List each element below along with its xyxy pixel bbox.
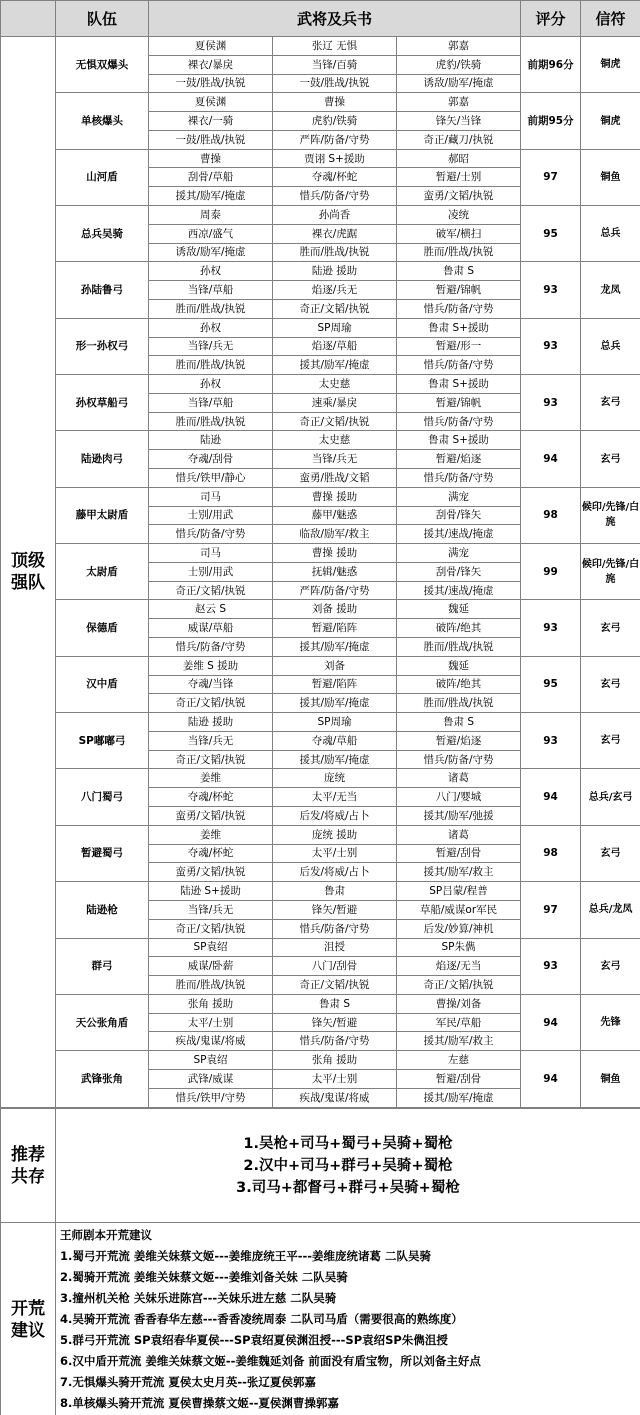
recommend-line-3: 3.司马+都督弓+群弓+吴骑+蜀枪 — [236, 1179, 460, 1196]
tactic-book: 暂避/焰逐 — [397, 731, 521, 750]
general-name: 张角 援助 — [273, 1051, 397, 1070]
team-name: 陆逊肉弓 — [56, 431, 149, 487]
header-blank — [1, 1, 56, 37]
general-name: 陆逊 援助 — [149, 713, 273, 732]
general-name: 夏侯渊 — [149, 93, 273, 112]
general-name: 庞统 — [273, 769, 397, 788]
recommend-section — [0, 1108, 640, 1223]
general-name: 鲁肃 S+援助 — [397, 431, 521, 450]
general-name: 鲁肃 — [273, 882, 397, 901]
team-row — [1, 487, 640, 506]
tactic-book: 刮骨/草船 — [149, 168, 273, 187]
military-book: 援其/励军/掩虚 — [273, 694, 397, 713]
team-score: 97 — [521, 149, 581, 205]
opening-section — [0, 1222, 640, 1415]
team-token: 总兵/龙凤 — [581, 882, 640, 938]
team-score: 93 — [521, 938, 581, 994]
general-name: 贾诩 S+援助 — [273, 149, 397, 168]
team-token: 玄弓 — [581, 713, 640, 769]
opening-line-3: 3.撞州机关枪 关妹乐进陈宫---关妹乐进左慈 二队吴骑 — [60, 1291, 337, 1305]
team-name: 单核爆头 — [56, 93, 149, 149]
military-book: 严阵/防备/守势 — [273, 581, 397, 600]
general-name: 郭嘉 — [397, 37, 521, 56]
general-name: 满宠 — [397, 487, 521, 506]
tactic-book: 速乘/暴戾 — [273, 393, 397, 412]
recommend-body — [56, 1109, 640, 1223]
general-name: 陆逊 S+援助 — [149, 882, 273, 901]
team-name: 藤甲太尉盾 — [56, 487, 149, 543]
team-score: 93 — [521, 318, 581, 374]
tactic-book: 暂避/焰逐 — [397, 450, 521, 469]
tactic-book: 暂避/形一 — [397, 337, 521, 356]
military-book: 临敌/励军/救主 — [273, 525, 397, 544]
team-score: 前期95分 — [521, 93, 581, 149]
general-name: 姜维 S 援助 — [149, 656, 273, 675]
recommend-line-1: 1.吴枪+司马+蜀弓+吴骑+蜀枪 — [243, 1135, 453, 1152]
military-book: 惜兵/防备/守势 — [397, 750, 521, 769]
team-name: 孙权草船弓 — [56, 375, 149, 431]
military-book: 惜兵/铁甲/静心 — [149, 468, 273, 487]
military-book: 援其/励军/弛援 — [397, 807, 521, 826]
team-score: 93 — [521, 375, 581, 431]
military-book: 援其/速战/掩虚 — [397, 581, 521, 600]
team-name: 太尉盾 — [56, 544, 149, 600]
opening-line-8: 8.单核爆头骑开荒流 夏侯曹操蔡文姬--夏侯渊曹操郭嘉 — [60, 1396, 339, 1410]
military-book: 援其/励军/救主 — [397, 863, 521, 882]
general-name: 姜维 — [149, 769, 273, 788]
tactic-book: 当锋/兵无 — [273, 450, 397, 469]
general-name: 刘备 援助 — [273, 600, 397, 619]
general-name: SP朱儁 — [397, 938, 521, 957]
military-book: 奇正/文韬/执锐 — [273, 412, 397, 431]
tactic-book: 夺魂/当锋 — [149, 675, 273, 694]
tactic-book: 八门/刮骨 — [273, 957, 397, 976]
team-token: 玄弓 — [581, 375, 640, 431]
team-score: 95 — [521, 206, 581, 262]
military-book: 一鼓/胜战/执锐 — [273, 74, 397, 93]
military-book: 奇正/文韬/执锐 — [397, 976, 521, 995]
team-name: 群弓 — [56, 938, 149, 994]
tactic-book: 刮骨/锋矢 — [397, 506, 521, 525]
general-name: 陆逊 援助 — [273, 262, 397, 281]
military-book: 疾战/鬼谋/将威 — [273, 1088, 397, 1107]
general-name: 沮授 — [273, 938, 397, 957]
team-row — [1, 431, 640, 450]
military-book: 胜而/胜战/执锐 — [397, 243, 521, 262]
military-book: 援其/励军/掩虚 — [273, 638, 397, 657]
opening-line-5: 5.群弓开荒流 SP袁绍春华夏侯---SP袁绍夏侯渊沮授---SP袁绍SP朱儁沮授 — [60, 1333, 448, 1347]
tactic-book: 暂避/陷阵 — [273, 619, 397, 638]
tactic-book: 抚辑/魅惑 — [273, 562, 397, 581]
recommend-line-2: 2.汉中+司马+群弓+吴骑+蜀枪 — [243, 1157, 453, 1174]
tactic-book: 焰逐/兵无 — [273, 281, 397, 300]
tactic-book: 太平/士别 — [273, 1069, 397, 1088]
tactic-book: 夺魂/杯蛇 — [149, 844, 273, 863]
opening-line-7: 7.无惧爆头骑开荒流 夏侯太史月英--张辽夏侯郭嘉 — [60, 1375, 316, 1389]
general-name: 鲁肃 S — [273, 994, 397, 1013]
military-book: 疾战/鬼谋/将威 — [149, 1032, 273, 1051]
military-book: 奇正/文韬/执锐 — [273, 299, 397, 318]
tactic-book: 士别/用武 — [149, 562, 273, 581]
general-name: 左慈 — [397, 1051, 521, 1070]
general-name: 曹操 — [273, 93, 397, 112]
military-book: 援其/励军/掩虚 — [273, 750, 397, 769]
team-score: 94 — [521, 994, 581, 1050]
tactic-book: 裸衣/一骑 — [149, 112, 273, 131]
team-token: 总兵/玄弓 — [581, 769, 640, 825]
opening-title: 王师剧本开荒建议 — [60, 1228, 152, 1242]
team-name: 总兵吴骑 — [56, 206, 149, 262]
tactic-book: 刮骨/锋矢 — [397, 562, 521, 581]
team-score: 97 — [521, 882, 581, 938]
tactic-book: 当锋/兵无 — [149, 337, 273, 356]
military-book: 胜而/胜战/执锐 — [149, 976, 273, 995]
general-name: 曹操 援助 — [273, 487, 397, 506]
team-row — [1, 149, 640, 168]
general-name: 曹操 援助 — [273, 544, 397, 563]
general-name: 魏延 — [397, 656, 521, 675]
tactic-book: 锋矢/暂避 — [273, 900, 397, 919]
tactic-book: 虎豹/铁骑 — [273, 112, 397, 131]
general-name: SP吕蒙/程普 — [397, 882, 521, 901]
general-name: 鲁肃 S+援助 — [397, 375, 521, 394]
general-name: 鲁肃 S — [397, 713, 521, 732]
general-name: SP袁绍 — [149, 938, 273, 957]
general-name: 司马 — [149, 544, 273, 563]
military-book: 胜而/胜战/执锐 — [149, 356, 273, 375]
general-name: 司马 — [149, 487, 273, 506]
military-book: 后发/妙算/神机 — [397, 919, 521, 938]
team-score: 95 — [521, 656, 581, 712]
military-book: 蛮勇/文韬/执锐 — [397, 187, 521, 206]
opening-body — [56, 1223, 640, 1415]
general-name: SP周瑜 — [273, 318, 397, 337]
tactic-book: 焰逐/无当 — [397, 957, 521, 976]
opening-label: 开荒 建议 — [1, 1223, 56, 1415]
opening-line-6: 6.汉中盾开荒流 姜维关妹蔡文姬--姜维魏延刘备 前面没有盾宝物，所以刘备主好点 — [60, 1354, 481, 1368]
tactic-book: 草船/威谋or军民 — [397, 900, 521, 919]
military-book: 惜兵/防备/守势 — [397, 299, 521, 318]
header-team: 队伍 — [56, 1, 149, 37]
military-book: 奇正/文韬/执锐 — [149, 581, 273, 600]
tactic-book: 当锋/兵无 — [149, 900, 273, 919]
team-token: 龙凤 — [581, 262, 640, 318]
tactic-book: 威谋/卧薪 — [149, 957, 273, 976]
general-name: 太史慈 — [273, 431, 397, 450]
tactic-book: 暂避/刮骨 — [397, 844, 521, 863]
general-name: 孙权 — [149, 375, 273, 394]
team-row — [1, 375, 640, 394]
general-name: 凌统 — [397, 206, 521, 225]
tactic-book: 焰逐/草船 — [273, 337, 397, 356]
team-score: 94 — [521, 769, 581, 825]
military-book: 胜而/胜战/执锐 — [149, 412, 273, 431]
general-name: 郝昭 — [397, 149, 521, 168]
military-book: 后发/将威/占卜 — [273, 807, 397, 826]
military-book: 惜兵/防备/守势 — [149, 525, 273, 544]
tactic-book: 夺魂/杯蛇 — [149, 788, 273, 807]
general-name: 姜维 — [149, 825, 273, 844]
tactic-book: 暂避/士别 — [397, 168, 521, 187]
general-name: 鲁肃 S+援助 — [397, 318, 521, 337]
military-book: 惜兵/铁甲/守势 — [149, 1088, 273, 1107]
general-name: SP袁绍 — [149, 1051, 273, 1070]
military-book: 惜兵/防备/守势 — [273, 919, 397, 938]
tactic-book: 锋矢/暂避 — [273, 1013, 397, 1032]
tactic-book: 武锋/威谋 — [149, 1069, 273, 1088]
general-name: 周泰 — [149, 206, 273, 225]
team-token: 铜鱼 — [581, 1051, 640, 1108]
general-name: 曹操/刘备 — [397, 994, 521, 1013]
team-token: 总兵 — [581, 318, 640, 374]
team-name: SP嘟嘟弓 — [56, 713, 149, 769]
general-name: 孙尚香 — [273, 206, 397, 225]
tactic-book: 暂避/刮骨 — [397, 1069, 521, 1088]
general-name: 赵云 S — [149, 600, 273, 619]
team-token: 总兵 — [581, 206, 640, 262]
military-book: 奇正/文韬/执锐 — [273, 976, 397, 995]
military-book: 援其/励军/救主 — [397, 1032, 521, 1051]
tactic-book: 虎豹/铁骑 — [397, 55, 521, 74]
opening-line-1: 1.蜀弓开荒流 姜维关妹蔡文姬---姜维庞统王平---姜维庞统诸葛 二队吴骑 — [60, 1249, 432, 1263]
team-name: 武锋张角 — [56, 1051, 149, 1108]
header-generals: 武将及兵书 — [149, 1, 521, 37]
military-book: 胜而/胜战/执锐 — [397, 638, 521, 657]
tactic-book: 暂避/陷阵 — [273, 675, 397, 694]
military-book: 惜兵/防备/守势 — [273, 187, 397, 206]
tactic-book: 太平/无当 — [273, 788, 397, 807]
team-score: 前期96分 — [521, 37, 581, 93]
team-token: 候印/先锋/白旄 — [581, 544, 640, 600]
tactic-book: 威谋/草船 — [149, 619, 273, 638]
general-name: 孙权 — [149, 318, 273, 337]
team-name: 形一孙权弓 — [56, 318, 149, 374]
team-token: 铜虎 — [581, 37, 640, 93]
tactic-book: 太平/士别 — [273, 844, 397, 863]
military-book: 诱敌/励军/掩虚 — [397, 74, 521, 93]
team-name: 保德盾 — [56, 600, 149, 656]
military-book: 奇正/文韬/执锐 — [149, 750, 273, 769]
team-row — [1, 656, 640, 675]
team-name: 八门蜀弓 — [56, 769, 149, 825]
team-name: 汉中盾 — [56, 656, 149, 712]
header-score: 评分 — [521, 1, 581, 37]
team-token: 候印/先锋/白旄 — [581, 487, 640, 543]
military-book: 援其/励军/掩虚 — [397, 1088, 521, 1107]
tactic-book: 破阵/绝其 — [397, 619, 521, 638]
tactic-book: 破阵/绝其 — [397, 675, 521, 694]
tactic-book: 八门/婴城 — [397, 788, 521, 807]
team-token: 玄弓 — [581, 938, 640, 994]
team-score: 99 — [521, 544, 581, 600]
military-book: 蛮勇/胜战/文韬 — [273, 468, 397, 487]
military-book: 胜而/胜战/执锐 — [273, 243, 397, 262]
military-book: 奇正/文韬/执锐 — [149, 694, 273, 713]
military-book: 严阵/防备/守势 — [273, 130, 397, 149]
military-book: 蛮勇/文韬/执锐 — [149, 863, 273, 882]
general-name: 庞统 援助 — [273, 825, 397, 844]
team-name: 孙陆鲁弓 — [56, 262, 149, 318]
general-name: 鲁肃 S — [397, 262, 521, 281]
team-token: 玄弓 — [581, 825, 640, 881]
general-name: 张角 援助 — [149, 994, 273, 1013]
general-name: SP周瑜 — [273, 713, 397, 732]
military-book: 惜兵/防备/守势 — [397, 412, 521, 431]
tactic-book: 西凉/盛气 — [149, 224, 273, 243]
team-row — [1, 318, 640, 337]
tactic-book: 当锋/兵无 — [149, 731, 273, 750]
military-book: 后发/将威/占卜 — [273, 863, 397, 882]
tactic-book: 士别/用武 — [149, 506, 273, 525]
tactic-book: 太平/士别 — [149, 1013, 273, 1032]
military-book: 一鼓/胜战/执锐 — [149, 74, 273, 93]
team-row — [1, 93, 640, 112]
general-name: 魏延 — [397, 600, 521, 619]
tactic-book: 当锋/草船 — [149, 393, 273, 412]
team-name: 天公张角盾 — [56, 994, 149, 1050]
tactic-book: 当锋/草船 — [149, 281, 273, 300]
team-row — [1, 769, 640, 788]
team-token: 先锋 — [581, 994, 640, 1050]
team-token: 玄弓 — [581, 431, 640, 487]
opening-line-2: 2.蜀骑开荒流 姜维关妹蔡文姬---姜维刘备关妹 二队吴骑 — [60, 1270, 348, 1284]
general-name: 太史慈 — [273, 375, 397, 394]
tactic-book: 藤甲/魅惑 — [273, 506, 397, 525]
tactic-book: 破军/横扫 — [397, 224, 521, 243]
team-row — [1, 262, 640, 281]
team-token: 铜虎 — [581, 93, 640, 149]
team-row — [1, 938, 640, 957]
tactic-book: 暂避/锦帆 — [397, 281, 521, 300]
tactic-book: 军民/草船 — [397, 1013, 521, 1032]
top-section-label: 顶级 强队 — [1, 37, 56, 1108]
team-name: 无惧双爆头 — [56, 37, 149, 93]
general-name: 张辽 无惧 — [273, 37, 397, 56]
team-token: 铜鱼 — [581, 149, 640, 205]
tactic-book: 夺魂/杯蛇 — [273, 168, 397, 187]
tactic-book: 夺魂/草船 — [273, 731, 397, 750]
general-name: 夏侯渊 — [149, 37, 273, 56]
military-book: 惜兵/防备/守势 — [273, 1032, 397, 1051]
header-row — [1, 1, 640, 37]
team-score: 94 — [521, 1051, 581, 1108]
general-name: 满宠 — [397, 544, 521, 563]
team-row — [1, 713, 640, 732]
team-row — [1, 882, 640, 901]
general-name: 曹操 — [149, 149, 273, 168]
military-book: 奇正/藏刀/执锐 — [397, 130, 521, 149]
team-row — [1, 1051, 640, 1070]
header-token: 信符 — [581, 1, 640, 37]
team-row — [1, 206, 640, 225]
military-book: 蛮勇/文韬/执锐 — [149, 807, 273, 826]
team-score: 98 — [521, 825, 581, 881]
tactic-book: 裸衣/虎踞 — [273, 224, 397, 243]
team-token: 玄弓 — [581, 656, 640, 712]
team-name: 陆逊枪 — [56, 882, 149, 938]
team-row — [1, 600, 640, 619]
tactic-book: 暂避/锦帆 — [397, 393, 521, 412]
military-book: 援其/励军/掩虚 — [149, 187, 273, 206]
tactic-book: 锋矢/当锋 — [397, 112, 521, 131]
military-book: 惜兵/防备/守势 — [149, 638, 273, 657]
military-book: 惜兵/防备/守势 — [397, 468, 521, 487]
team-token: 玄弓 — [581, 600, 640, 656]
military-book: 一鼓/胜战/执锐 — [149, 130, 273, 149]
general-name: 孙权 — [149, 262, 273, 281]
team-table-body — [1, 37, 640, 1108]
general-name: 诸葛 — [397, 769, 521, 788]
general-name: 诸葛 — [397, 825, 521, 844]
military-book: 诱敌/励军/掩虚 — [149, 243, 273, 262]
military-book: 奇正/文韬/执锐 — [149, 919, 273, 938]
opening-line-4: 4.吴骑开荒流 香香春华左慈---香香凌统周泰 二队司马盾（需要很高的熟练度） — [60, 1312, 463, 1326]
general-name: 郭嘉 — [397, 93, 521, 112]
military-book: 胜而/胜战/执锐 — [397, 694, 521, 713]
team-name: 山河盾 — [56, 149, 149, 205]
recommend-label: 推荐 共存 — [1, 1109, 56, 1223]
team-row — [1, 544, 640, 563]
tactic-book: 夺魂/刮骨 — [149, 450, 273, 469]
tactic-book: 裸衣/暴戾 — [149, 55, 273, 74]
team-score: 94 — [521, 431, 581, 487]
team-row — [1, 825, 640, 844]
military-book: 惜兵/防备/守势 — [397, 356, 521, 375]
military-book: 援其/励军/掩虚 — [273, 356, 397, 375]
team-row — [1, 994, 640, 1013]
general-name: 陆逊 — [149, 431, 273, 450]
military-book: 援其/速战/掩虚 — [397, 525, 521, 544]
team-name: 暂避蜀弓 — [56, 825, 149, 881]
team-score: 93 — [521, 713, 581, 769]
team-score: 93 — [521, 262, 581, 318]
general-name: 刘备 — [273, 656, 397, 675]
team-row — [1, 37, 640, 56]
tactic-book: 当锋/百骑 — [273, 55, 397, 74]
team-score: 98 — [521, 487, 581, 543]
military-book: 胜而/胜战/执锐 — [149, 299, 273, 318]
team-score: 93 — [521, 600, 581, 656]
